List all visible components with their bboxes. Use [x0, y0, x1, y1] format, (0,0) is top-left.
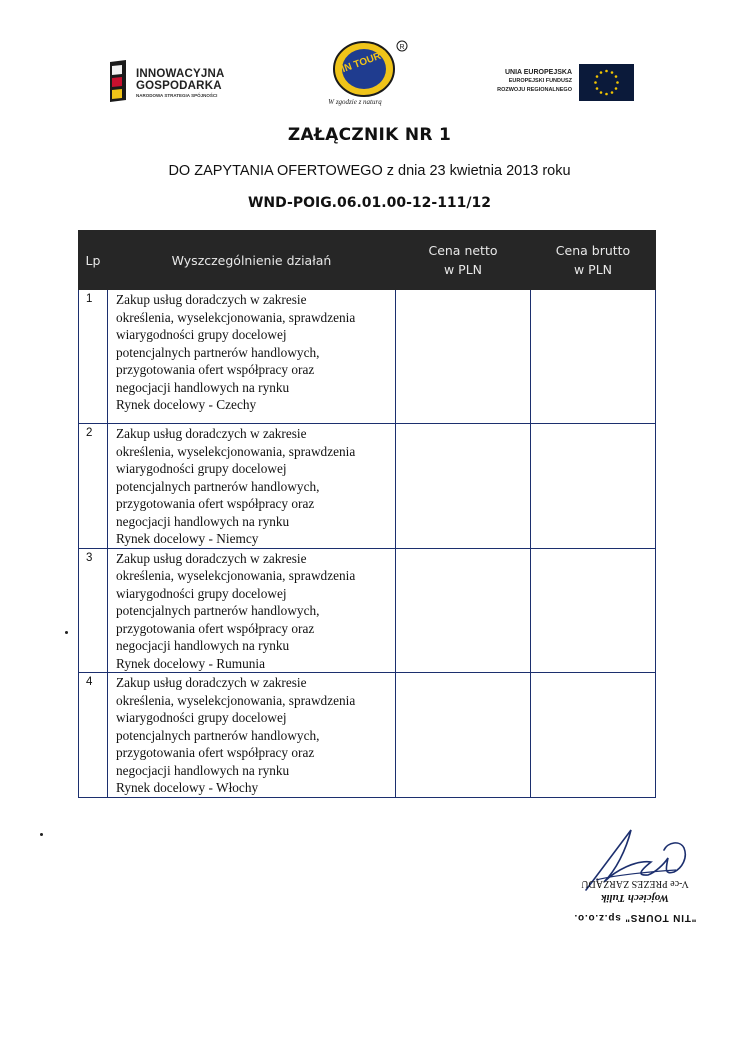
table-row: [79, 673, 656, 798]
net-price-cell[interactable]: [396, 424, 531, 549]
gross-price-cell[interactable]: [531, 673, 656, 798]
scan-speck: [65, 631, 68, 634]
stamp-line2: Wojciech Tulik: [600, 892, 670, 904]
company-stamp: [560, 878, 710, 948]
tin-tours-slogan: W zgodzie z naturą: [328, 98, 382, 106]
header-lp: Lp: [79, 231, 108, 290]
table-row: [79, 424, 656, 549]
header-net-price: Cena netto w PLN: [396, 231, 531, 290]
pricing-table: [78, 230, 655, 798]
row-number: 1: [79, 290, 108, 424]
eu-line1: UNIA EUROPEJSKA: [504, 69, 572, 76]
gross-price-cell[interactable]: [531, 290, 656, 424]
gross-price-cell[interactable]: [531, 424, 656, 549]
header-description: Wyszczególnienie działań: [108, 231, 396, 290]
eu-flag-icon: [579, 64, 634, 101]
eu-line2: EUROPEJSKI FUNDUSZ: [508, 78, 572, 84]
table-row: [79, 290, 656, 424]
svg-text:TIN TOURS: TIN TOURS: [334, 48, 389, 78]
stamp-line3: "TIN TOURS" sp.z.o.o.: [573, 912, 697, 923]
tin-tours-emblem-icon: [312, 38, 416, 100]
stamp-line1: V-ce PREZES ZARZĄDU: [581, 878, 689, 889]
row-description: Zakup usług doradczych w zakresie określenia, wyselekcjonowania, sprawdzenia wiarygodności grupy docelowej potencjalnych partnerów handlowych, przygotowania ofert współpracy oraz negocjacji handlowych na rynku Rynek docelowy - Czechy: [108, 290, 396, 424]
innowacyjna-gospodarka-logo: [106, 60, 246, 104]
scan-speck: [40, 833, 43, 836]
net-price-cell[interactable]: [396, 673, 531, 798]
table-row: [79, 548, 656, 673]
innowacyjna-flag-icon: [106, 60, 128, 102]
row-number: 2: [79, 424, 108, 549]
table-header-row: [79, 231, 656, 290]
document-reference: WND-POIG.06.01.00-12-111/12: [247, 195, 492, 211]
net-price-cell[interactable]: [396, 290, 531, 424]
gross-price-cell[interactable]: [531, 548, 656, 673]
header-gross-price: Cena brutto w PLN: [531, 231, 656, 290]
row-description: Zakup usług doradczych w zakresie określenia, wyselekcjonowania, sprawdzenia wiarygodności grupy docelowej potencjalnych partnerów handlowych, przygotowania ofert współpracy oraz negocjacji handlowych na rynku Rynek docelowy - Niemcy: [108, 424, 396, 549]
svg-text:R: R: [399, 44, 405, 51]
row-number: 3: [79, 548, 108, 673]
row-description: Zakup usług doradczych w zakresie określenia, wyselekcjonowania, sprawdzenia wiarygodności grupy docelowej potencjalnych partnerów handlowych, przygotowania ofert współpracy oraz negocjacji handlowych na rynku Rynek docelowy - Włochy: [108, 673, 396, 798]
net-price-cell[interactable]: [396, 548, 531, 673]
row-number: 4: [79, 673, 108, 798]
innowacyjna-line2: GOSPODARKA: [136, 80, 222, 92]
tin-tours-logo: [312, 38, 416, 116]
eu-logo: [478, 64, 634, 104]
innowacyjna-line1: INNOWACYJNA: [136, 68, 225, 80]
document-subtitle: DO ZAPYTANIA OFERTOWEGO z dnia 23 kwietnia 2013 roku: [168, 163, 571, 179]
document-title: ZAŁĄCZNIK NR 1: [287, 125, 452, 145]
innowacyjna-line3: NARODOWA STRATEGIA SPÓJNOŚCI: [136, 93, 218, 98]
row-description: Zakup usług doradczych w zakresie określenia, wyselekcjonowania, sprawdzenia wiarygodności grupy docelowej potencjalnych partnerów handlowych, przygotowania ofert współpracy oraz negocjacji handlowych na rynku Rynek docelowy - Rumunia: [108, 548, 396, 673]
eu-line3: ROZWOJU REGIONALNEGO: [497, 87, 572, 93]
